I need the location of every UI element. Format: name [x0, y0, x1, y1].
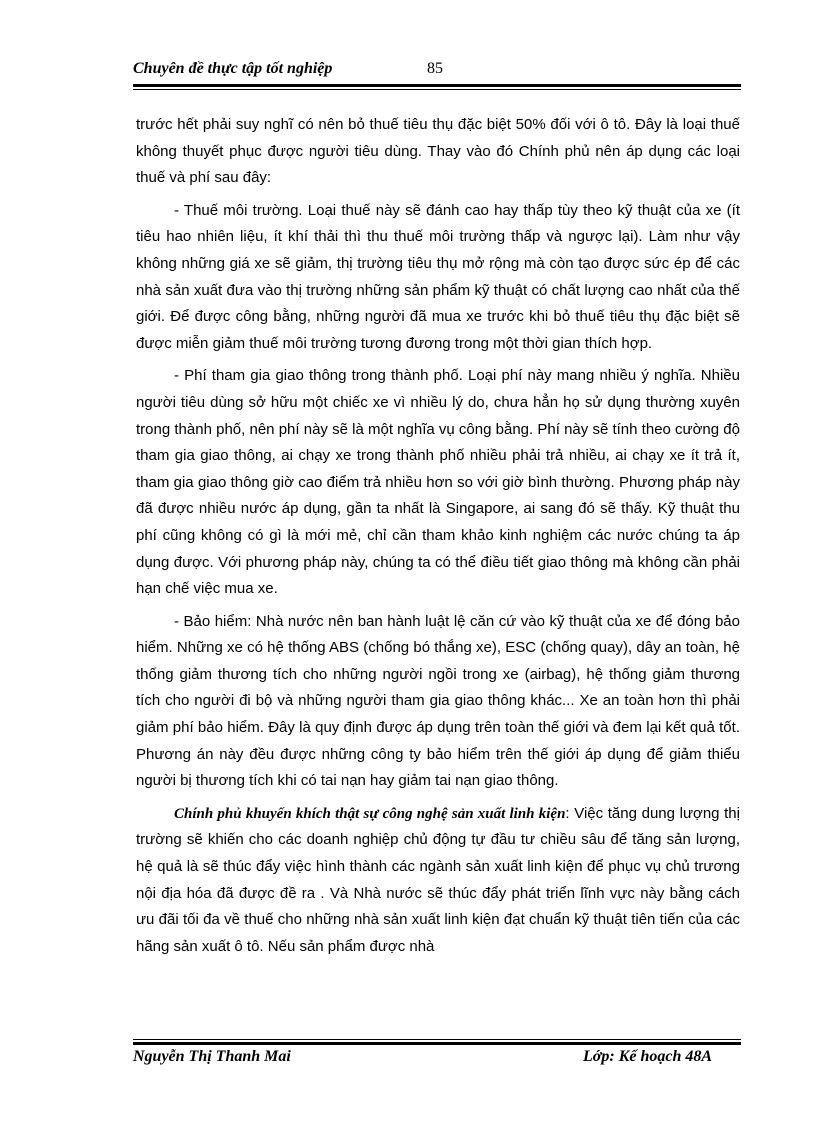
body-text [136, 112, 740, 966]
footer-rule [133, 1039, 741, 1045]
paragraph-intro: trước hết phải suy nghĩ có nên bỏ thuế tiêu thụ đặc biệt 50% đối với ô tô. Đây là loại thuế không thuyết phục được người tiêu dùng. Thay vào đó Chính phủ nên áp dụng các loại thuế và phí sau đây: [136, 116, 740, 187]
paragraph-text: : Việc tăng dung lượng thị trường sẽ khiến cho các doanh nghiệp chủ động tự đầu tư chiều sâu để tăng sản lượng, hệ quả là sẽ thúc đẩy việc hình thành các ngành sản xuất linh kiện để phục vụ chủ trương nội địa hóa đã được đề ra . Và Nhà nước sẽ thúc đẩy phát triển lĩnh vực này bằng cách ưu đãi tối đa về thuế cho những nhà sản xuất linh kiện đạt chuẩn kỹ thuật tiên tiến của các hãng sản xuất ô tô. Nếu sản phẩm được nhà [136, 804, 740, 955]
paragraph-insurance: - Bảo hiểm: Nhà nước nên ban hành luật lệ căn cứ vào kỹ thuật của xe để đóng bảo hiểm. Những xe có hệ thống ABS (chống bó thắng xe), ESC (chống quay), dây an toàn, hệ thống giảm thương tích cho những người ngồi trong xe (airbag), hệ thống giảm thương tích cho người đi bộ và những người tham gia giao thông khác... Xe an toàn hơn thì phải giảm phí bảo hiểm. Đây là quy định được áp dụng trên toàn thế giới và đem lại kết quả tốt. Phương án này đều được những công ty bảo hiểm trên thế giới áp dụng để giảm thiểu người bị thương tích khi có tai nạn hay giảm tai nạn giao thông. [136, 612, 740, 790]
paragraph-component-production [136, 801, 740, 961]
header-rule [133, 84, 741, 90]
footer-author: Nguyễn Thị Thanh Mai [133, 1048, 291, 1065]
paragraph-environment-tax: - Thuế môi trường. Loại thuế này sẽ đánh cao hay thấp tùy theo kỹ thuật của xe (ít tiêu hao nhiên liệu, ít khí thải thì thu thuế môi trường thấp và ngược lại). Làm như vậy không những giá xe sẽ giảm, thị trường tiêu thụ mở rộng mà còn tạo được sức ép để các nhà sản xuất đưa vào thị trường những sản phẩm kỹ thuật có chất lượng cao nhất của thế giới. Để được công bằng, những người đã mua xe trước khi bỏ thuế tiêu thụ đặc biệt sẽ được miễn giảm thuế môi trường tương đương trong một thời gian thích hợp. [136, 201, 740, 352]
paragraph-heading: Chính phủ khuyến khích thật sự công nghệ sản xuất linh kiện [174, 805, 566, 822]
footer-class: Lớp: Kế hoạch 48A [583, 1048, 713, 1065]
header-title: Chuyên đề thực tập tốt nghiệp [133, 60, 333, 77]
page-number: 85 [427, 60, 443, 77]
paragraph-traffic-fee: - Phí tham gia giao thông trong thành phố. Loại phí này mang nhiều ý nghĩa. Nhiều người tiêu dùng sở hữu một chiếc xe vì nhiều lý do, chưa hẳn họ sử dụng thường xuyên trong thành phố, nên phí này sẽ là một nghĩa vụ công bằng. Phí này sẽ tính theo cường độ tham gia giao thông, ai chạy xe trong thành phố nhiều phải trả nhiều, ai chạy xe ít trả ít, tham gia giao thông giờ cao điểm trả nhiều hơn so với giờ bình thường. Phương pháp này đã được nhiều nước áp dụng, gần ta nhất là Singapore, ai sang đó sẽ thấy. Kỹ thuật thu phí cũng không có gì là mới mẻ, chỉ cần tham khảo kinh nghiệm các nước chúng ta áp dụng được. Với phương pháp này, chúng ta có thể điều tiết giao thông mà không cần phải hạn chế việc mua xe. [136, 367, 740, 598]
